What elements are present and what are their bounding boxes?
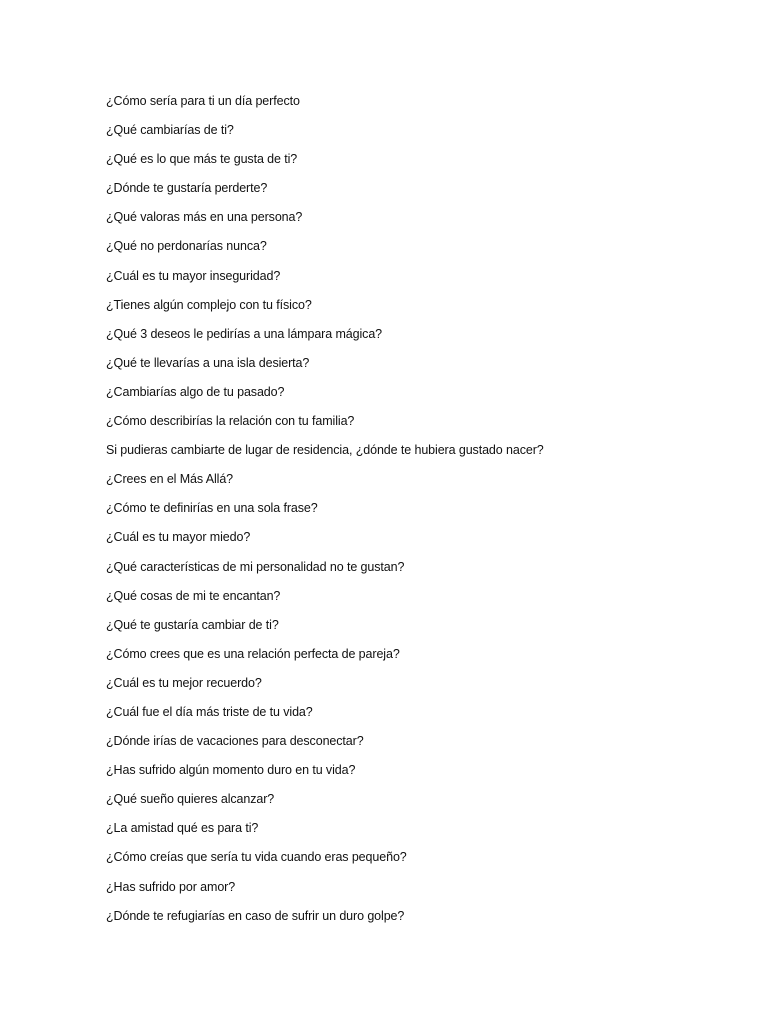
question-item: ¿Qué características de mi personalidad no te gustan? — [106, 559, 405, 574]
question-item: ¿Cuál es tu mayor miedo? — [106, 530, 251, 545]
question-item: ¿Qué te gustaría cambiar de ti? — [106, 617, 279, 632]
question-item: ¿Cuál es tu mejor recuerdo? — [106, 675, 262, 690]
question-item: ¿Cambiarías algo de tu pasado? — [106, 384, 285, 399]
question-item: ¿Tienes algún complejo con tu físico? — [106, 297, 312, 312]
question-item: ¿Has sufrido algún momento duro en tu vida? — [106, 763, 356, 778]
question-item: ¿Cuál fue el día más triste de tu vida? — [106, 704, 313, 719]
question-item: ¿Dónde te refugiarías en caso de sufrir un duro golpe? — [106, 908, 405, 923]
question-item: ¿Dónde irías de vacaciones para desconectar? — [106, 734, 364, 749]
question-item: ¿Qué valoras más en una persona? — [106, 210, 303, 225]
question-item: ¿Qué no perdonarías nunca? — [106, 239, 267, 254]
question-item: ¿Cómo te definirías en una sola frase? — [106, 501, 318, 516]
question-item: ¿Qué sueño quieres alcanzar? — [106, 792, 275, 807]
question-list — [106, 92, 746, 936]
question-item: ¿Dónde te gustaría perderte? — [106, 181, 268, 196]
question-item: ¿Qué es lo que más te gusta de ti? — [106, 152, 298, 167]
question-item: ¿Has sufrido por amor? — [106, 879, 236, 894]
question-item: ¿Cómo describirías la relación con tu familia? — [106, 414, 355, 429]
question-item: ¿Cómo creías que sería tu vida cuando eras pequeño? — [106, 850, 407, 865]
question-item: ¿Qué 3 deseos le pedirías a una lámpara mágica? — [106, 326, 383, 341]
question-item: ¿Cómo crees que es una relación perfecta de pareja? — [106, 646, 400, 661]
question-item: ¿Qué te llevarías a una isla desierta? — [106, 355, 310, 370]
question-item: Si pudieras cambiarte de lugar de residencia, ¿dónde te hubiera gustado nacer? — [106, 443, 544, 458]
question-item: ¿Qué cambiarías de ti? — [106, 123, 234, 138]
question-item: ¿Cuál es tu mayor inseguridad? — [106, 268, 281, 283]
question-item: ¿La amistad qué es para ti? — [106, 821, 259, 836]
question-item: ¿Qué cosas de mi te encantan? — [106, 588, 281, 603]
question-item: ¿Crees en el Más Allá? — [106, 472, 234, 487]
question-item: ¿Cómo sería para ti un día perfecto — [106, 94, 300, 108]
